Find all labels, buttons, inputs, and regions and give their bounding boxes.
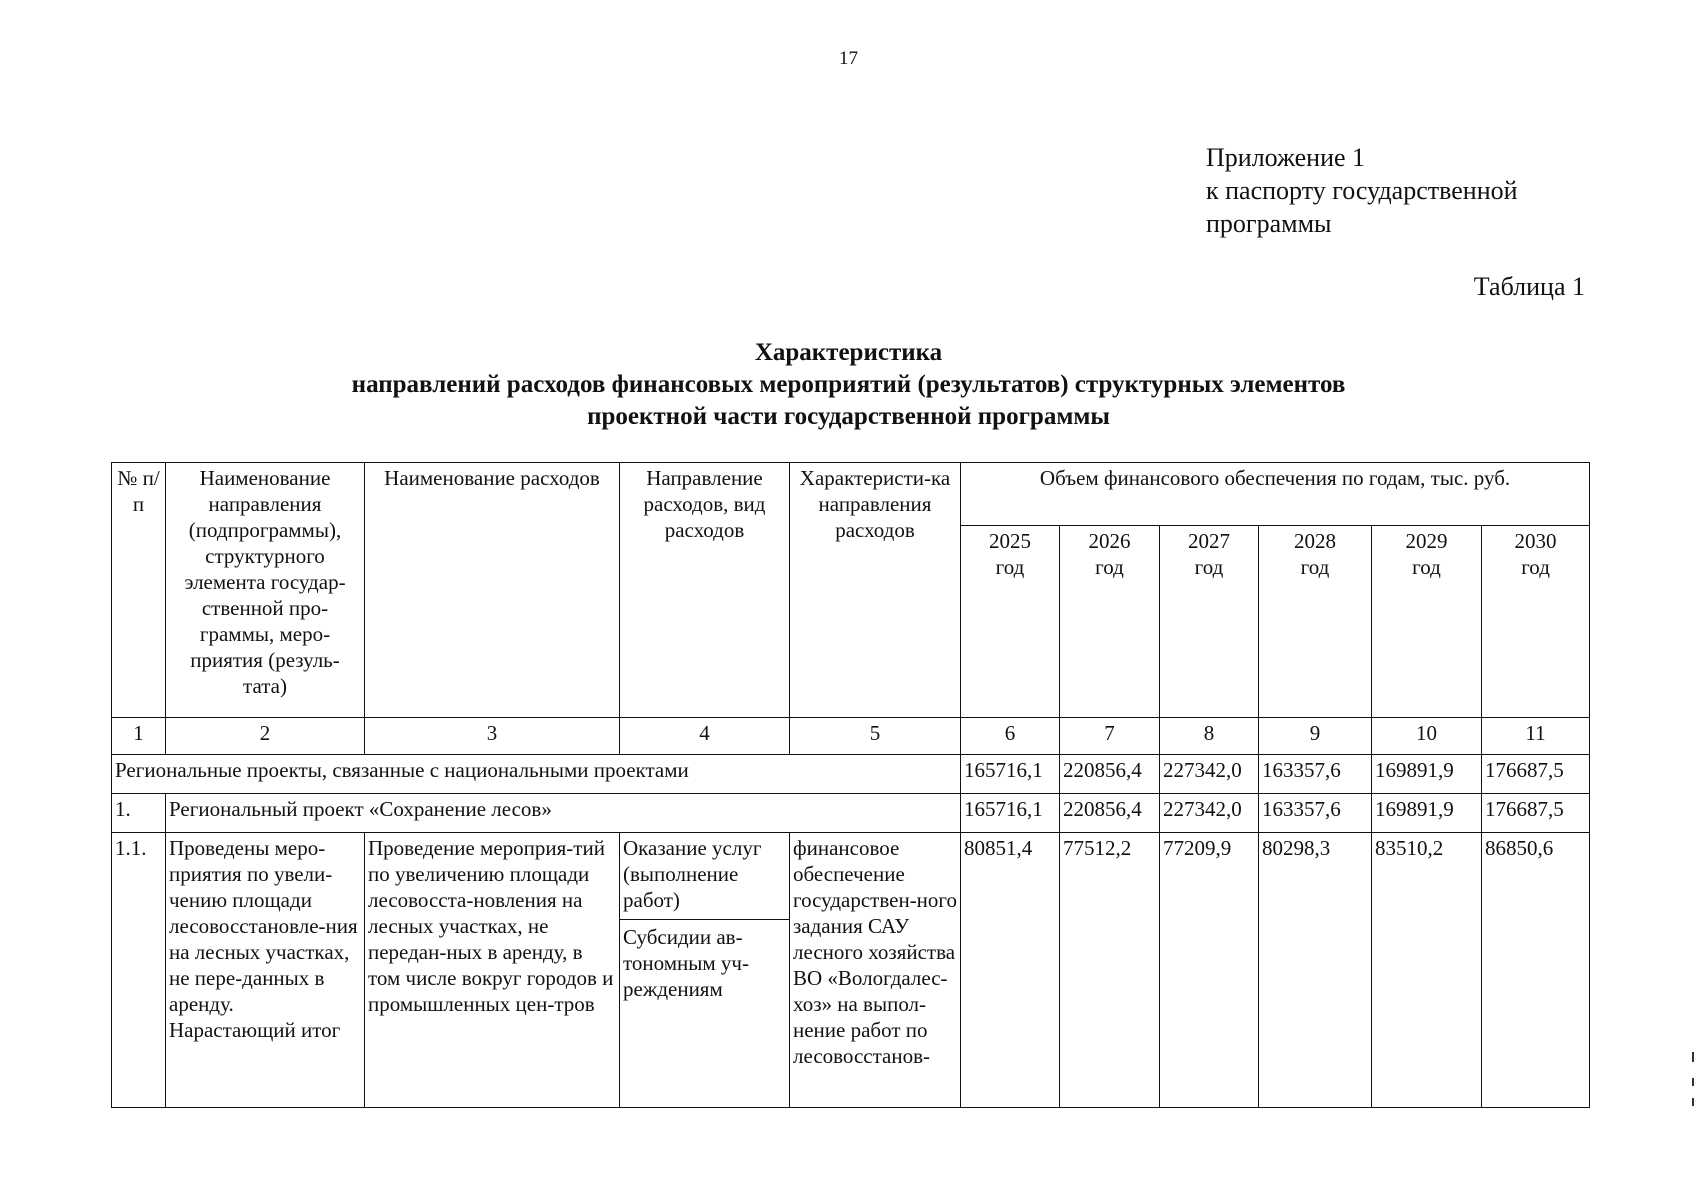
table-label: Таблица 1: [1473, 272, 1585, 301]
header-year-2025: 2025 год: [961, 526, 1060, 718]
value-cell: 80851,4: [961, 833, 1060, 1108]
title-line-3: проектной части государственной программы: [587, 403, 1110, 430]
header-year-2030: 2030 год: [1482, 526, 1590, 718]
expense-name: Проведение мероприя-тий по увеличению площади лесовосста-новления на лесных участках, не передан-ных в аренду, в том числе вокруг городов и промышленных цен-тров: [365, 833, 620, 1108]
scan-mark: [1692, 1052, 1694, 1062]
row-number: 1.1.: [112, 833, 166, 1108]
row-1-1: [112, 833, 1590, 1108]
column-number-row: [112, 718, 1590, 755]
header-year-2029: 2029 год: [1372, 526, 1482, 718]
expense-direction-cell: [620, 833, 790, 1108]
project-1-label: Региональный проект «Сохранение лесов»: [166, 794, 961, 833]
value-cell: 176687,5: [1482, 794, 1590, 833]
column-number: 6: [961, 718, 1060, 755]
column-number: 10: [1372, 718, 1482, 755]
regional-projects-row: [112, 755, 1590, 794]
header-funding: Объем финансового обеспечения по годам, тыс. руб.: [961, 463, 1590, 526]
value-cell: 220856,4: [1060, 794, 1160, 833]
value-cell: 169891,9: [1372, 755, 1482, 794]
column-number: 5: [790, 718, 961, 755]
direction-characteristic: финансовое обеспечение государствен-ного задания САУ лесного хозяйства ВО «Вологдалес-хоз» на выпол-нение работ по лесовосстанов-: [790, 833, 961, 1108]
header-num: № п/п: [112, 463, 166, 718]
scan-mark: [1692, 1078, 1694, 1086]
row-number: 1.: [112, 794, 166, 833]
column-number: 1: [112, 718, 166, 755]
appendix-note: Приложение 1 к паспорту государственной программы: [1206, 143, 1518, 238]
value-cell: 163357,6: [1259, 755, 1372, 794]
column-number: 3: [365, 718, 620, 755]
expense-direction-services: Оказание услуг (выполнение работ): [623, 836, 762, 912]
regional-projects-label: Региональные проекты, связанные с национальными проектами: [112, 755, 961, 794]
column-number: 7: [1060, 718, 1160, 755]
column-number: 11: [1482, 718, 1590, 755]
scan-mark: [1692, 1098, 1694, 1106]
project-1-row: [112, 794, 1590, 833]
column-number: 9: [1259, 718, 1372, 755]
value-cell: 176687,5: [1482, 755, 1590, 794]
expense-direction-subsidies: Субсидии ав-тономным уч-реждениям: [620, 919, 789, 1002]
value-cell: 163357,6: [1259, 794, 1372, 833]
header-year-2028: 2028 год: [1259, 526, 1372, 718]
header-characteristic: Характеристи-ка направления расходов: [790, 463, 961, 718]
result-name: Проведены меро-приятия по увели-чению площади лесовосстановле-ния на лесных участках, не пере-данных в аренду. Нарастающий итог: [166, 833, 365, 1108]
document-title: [0, 337, 1697, 433]
finance-table: [111, 462, 1590, 1108]
value-cell: 220856,4: [1060, 755, 1160, 794]
header-direction-name: Наименование направления (подпрограммы), структурного элемента государ-ственной про-граммы, меро-приятия (резуль-тата): [166, 463, 365, 718]
value-cell: 80298,3: [1259, 833, 1372, 1108]
page-number: 17: [839, 48, 858, 69]
title-line-2: направлений расходов финансовых мероприятий (результатов) структурных элементов: [351, 371, 1346, 398]
column-number: 2: [166, 718, 365, 755]
value-cell: 77512,2: [1060, 833, 1160, 1108]
column-number: 8: [1160, 718, 1259, 755]
value-cell: 86850,6: [1482, 833, 1590, 1108]
value-cell: 165716,1: [961, 794, 1060, 833]
header-year-2027: 2027 год: [1160, 526, 1259, 718]
value-cell: 227342,0: [1160, 755, 1259, 794]
header-year-2026: 2026 год: [1060, 526, 1160, 718]
column-number: 4: [620, 718, 790, 755]
value-cell: 83510,2: [1372, 833, 1482, 1108]
value-cell: 77209,9: [1160, 833, 1259, 1108]
value-cell: 169891,9: [1372, 794, 1482, 833]
header-row-1: [112, 463, 1590, 526]
title-line-1: Характеристика: [754, 339, 943, 366]
value-cell: 165716,1: [961, 755, 1060, 794]
value-cell: 227342,0: [1160, 794, 1259, 833]
header-expense-name: Наименование расходов: [365, 463, 620, 718]
header-expense-direction: Направление расходов, вид расходов: [620, 463, 790, 718]
